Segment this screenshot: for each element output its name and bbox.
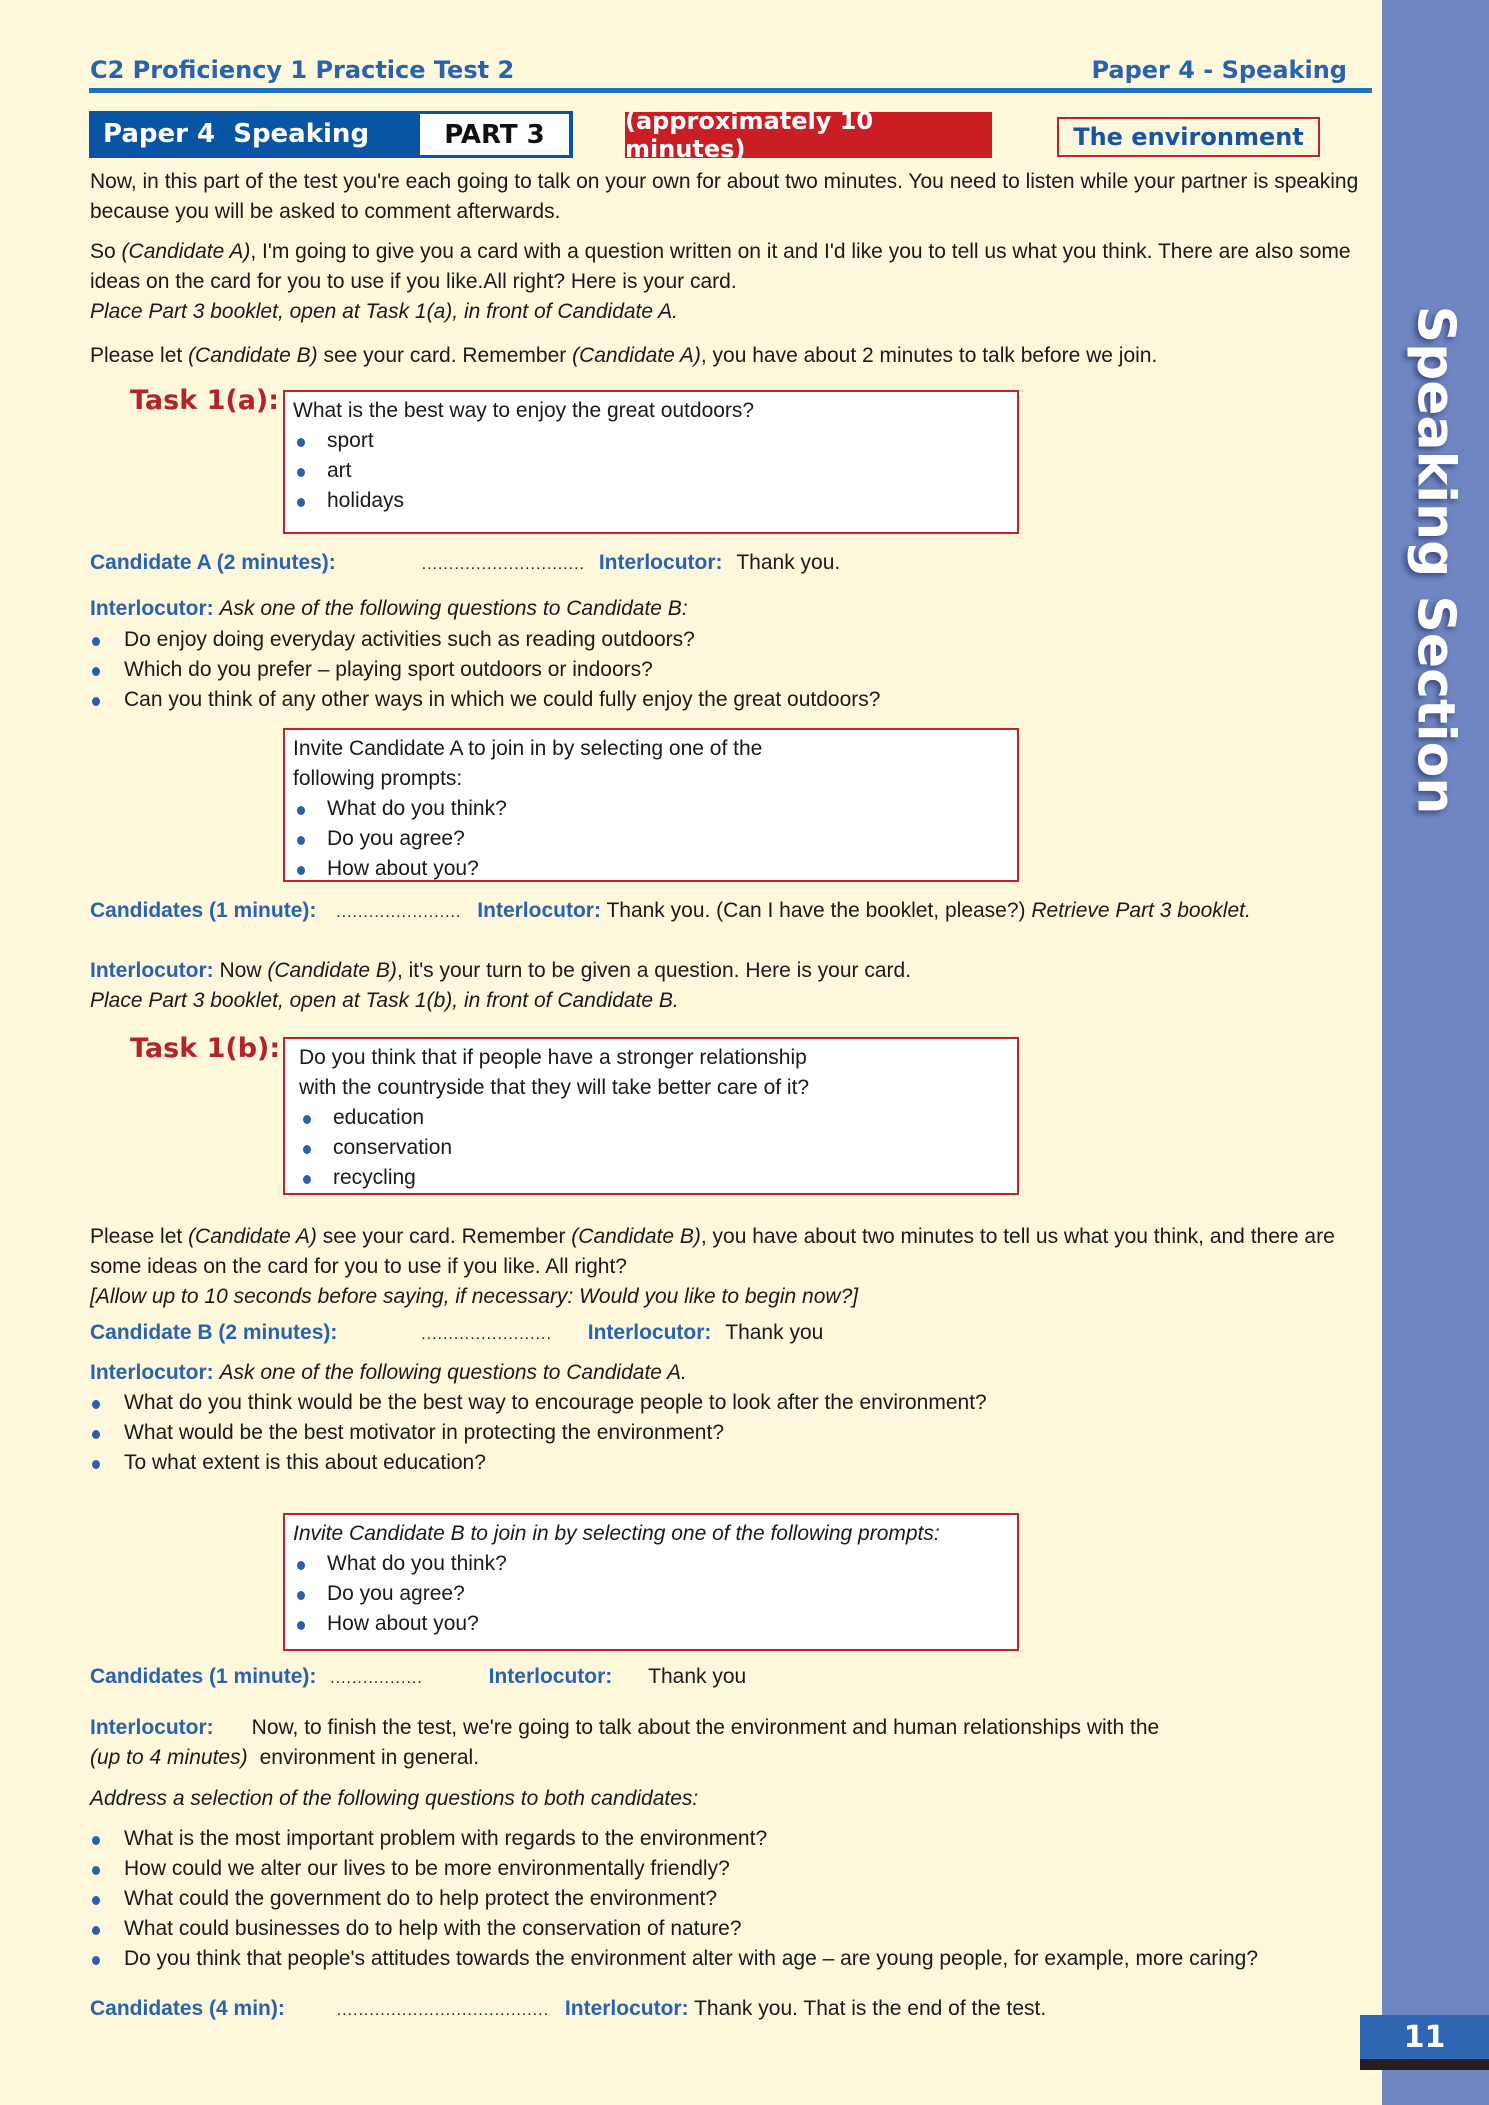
prompt-item: What do you think? (293, 1549, 1009, 1579)
duration-badge: (approximately 10 minutes) (625, 112, 992, 158)
followup-a-questions (90, 1388, 1380, 1478)
turn-b-paragraph: Interlocutor: Now (Candidate B), it's your turn to be given a question. Here is your card. Place Part 3 booklet, open at Task 1(b), in front of Candidate B. (90, 959, 912, 1012)
page-number-underline (1360, 2059, 1489, 2070)
prompt-item: Do you agree? (293, 1579, 1009, 1609)
prompt-item: Do you agree? (293, 824, 1009, 854)
intro-paragraph-2: So (Candidate A), I'm going to give you a card with a question written on it and I'd like you to tell us what you think. There are also some ideas on the card for you to use if you like.All right? Here is your card. Place Part 3 booklet, open at Task 1(a), in front of Candidate A. (90, 240, 1351, 323)
question-item: Do enjoy doing everyday activities such as reading outdoors? (90, 625, 1380, 655)
question-item: How could we alter our lives to be more environmentally friendly? (90, 1854, 1380, 1884)
task-a-card (283, 390, 1019, 534)
task-a-idea: holidays (293, 486, 1009, 516)
header-right-title: Paper 4 - Speaking (1091, 56, 1347, 84)
question-item: Which do you prefer – playing sport outdoors or indoors? (90, 655, 1380, 685)
discussion-instruction: Address a selection of the following questions to both candidates: (90, 1787, 699, 1810)
followup-b-questions (90, 625, 1380, 715)
prompt-item: How about you? (293, 1609, 1009, 1639)
question-item: Can you think of any other ways in which we could fully enjoy the great outdoors? (90, 685, 1380, 715)
part-label: PART 3 (420, 114, 569, 155)
invite-a-card: Invite Candidate A to join in by selecting one of the following prompts: What do you think? Do you agree? How about you? (283, 728, 1019, 882)
intro-paragraph-3: Please let (Candidate B) see your card. Remember (Candidate A), you have about 2 minutes to talk before we join. (90, 344, 1158, 367)
instruction-text: Place Part 3 booklet, open at Task 1(a), in front of Candidate A. (90, 300, 678, 323)
header-left-title: C2 Proficiency 1 Practice Test 2 (90, 56, 515, 84)
task-b-idea: conservation (299, 1133, 1009, 1163)
followup-b-instruction: Interlocutor: Ask one of the following questions to Candidate B: (90, 597, 688, 620)
candidates-1-line: Candidates (1 minute): ....................... Interlocutor: Thank you. (Can I have the booklet, please?) Retrieve Part 3 booklet. (90, 899, 1251, 922)
task-b-card: Do you think that if people have a stronger relationship with the countryside that they will take better care of it? education conservation recycling (283, 1037, 1019, 1195)
prompt-item: How about you? (293, 854, 1009, 884)
task-a-idea: art (293, 456, 1009, 486)
header-rule (89, 88, 1372, 93)
followup-a-instruction: Interlocutor: Ask one of the following questions to Candidate A. (90, 1361, 687, 1384)
sidebar-title: Speaking Section (1405, 305, 1466, 815)
candidates-2-line: Candidates (1 minute): ................. Interlocutor: Thank you (90, 1665, 747, 1688)
task-a-label: Task 1(a): (130, 385, 280, 416)
paper-label: Paper 4 Speaking (103, 119, 370, 149)
candidate-b-line: Candidate B (2 minutes): ........................ Interlocutor: Thank you (90, 1321, 824, 1344)
topic-badge: The environment (1057, 117, 1320, 157)
question-item: What could the government do to help protect the environment? (90, 1884, 1380, 1914)
intro-paragraph-1: Now, in this part of the test you're each going to talk on your own for about two minutes. You need to listen while your partner is speaking because you will be asked to comment afterwards. (90, 170, 1359, 223)
question-item: What could businesses do to help with the conservation of nature? (90, 1914, 1380, 1944)
task-a-question: What is the best way to enjoy the great outdoors? (293, 399, 755, 422)
task-a-idea: sport (293, 426, 1009, 456)
prompt-item: What do you think? (293, 794, 1009, 824)
question-item: To what extent is this about education? (90, 1448, 1380, 1478)
discussion-questions (90, 1824, 1380, 1974)
task-b-label: Task 1(b): (130, 1033, 281, 1064)
question-item: What would be the best motivator in protecting the environment? (90, 1418, 1380, 1448)
question-item: What do you think would be the best way to encourage people to look after the environment? (90, 1388, 1380, 1418)
task-b-idea: education (299, 1103, 1009, 1133)
candidate-a-line: Candidate A (2 minutes): .............................. Interlocutor: Thank you. (90, 551, 841, 574)
discussion-intro: Interlocutor: Now, to finish the test, we're going to talk about the environment and human relationships with the (up to 4 minutes) environment in general. (90, 1716, 1160, 1769)
after-b-paragraph: Please let (Candidate A) see your card. Remember (Candidate B), you have about two minutes to tell us what you think, and there are some ideas on the card for you to use if you like. All right? [Allow up to 10 seconds before saying, if necessary: Would you like to begin now?] (90, 1225, 1335, 1308)
task-b-idea: recycling (299, 1163, 1009, 1193)
invite-b-card: Invite Candidate B to join in by selecting one of the following prompts: What do you think? Do you agree? How about you? (283, 1513, 1019, 1651)
question-item: What is the most important problem with regards to the environment? (90, 1824, 1380, 1854)
page-number: 11 (1360, 2015, 1489, 2059)
question-item: Do you think that people's attitudes towards the environment alter with age – are young people, for example, more caring? (90, 1944, 1380, 1974)
final-line: Candidates (4 min): ....................................... Interlocutor: Thank you. That is the end of the test. (90, 1997, 1047, 2020)
